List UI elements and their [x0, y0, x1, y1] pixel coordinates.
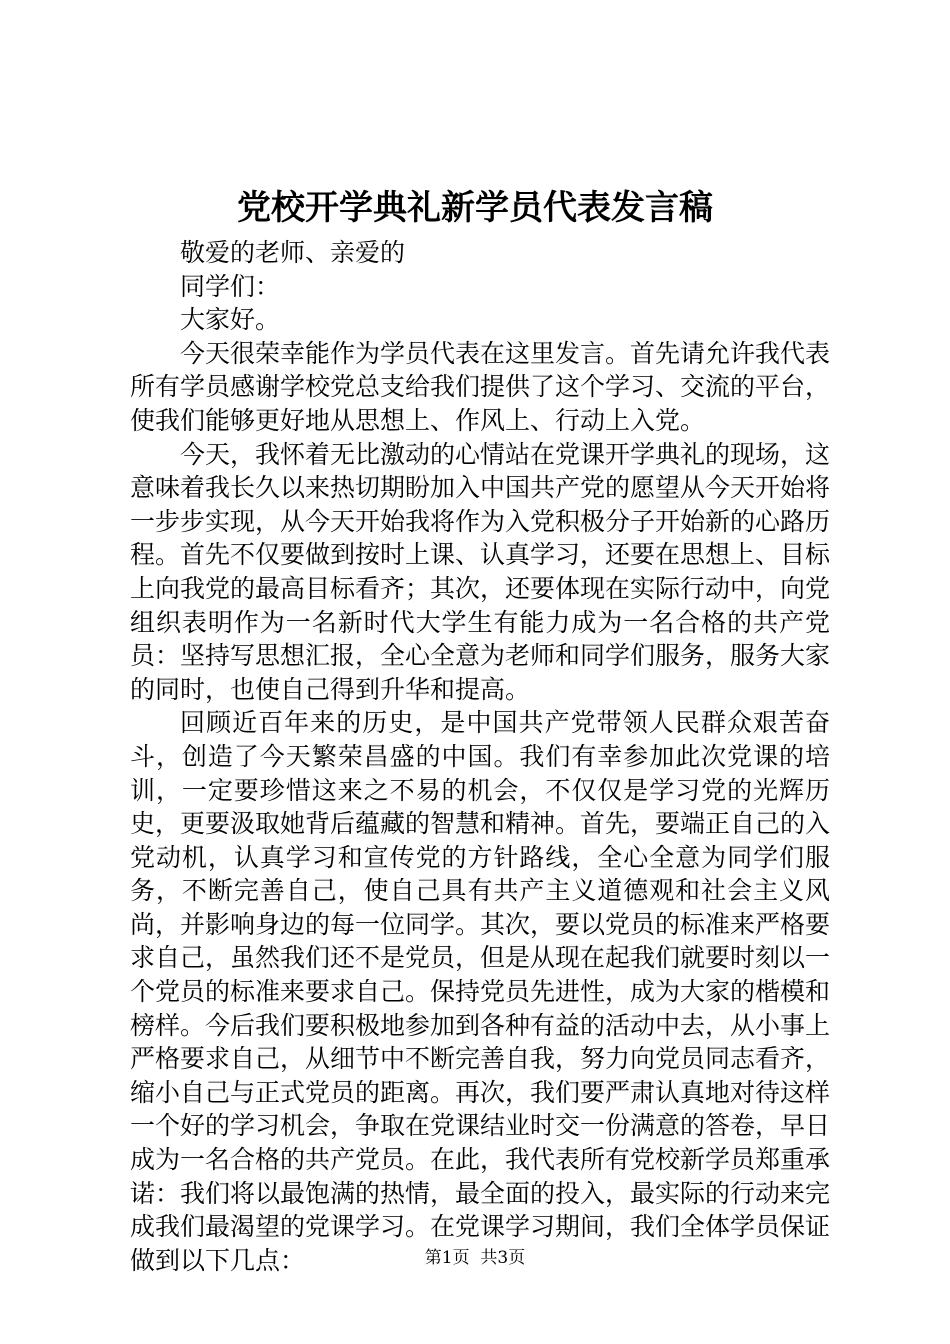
paragraph: 回顾近百年来的历史，是中国共产党带领人民群众艰苦奋斗，创造了今天繁荣昌盛的中国。我们有幸参加此次党课的培训，一定要珍惜这来之不易的机会，不仅仅是学习党的光辉历史，更要汲取她背后蕴藏的智慧和精神。首先，要端正自己的入党动机，认真学习和宣传党的方针路线，全心全意为同学们服务，不断完善自己，使自己具有共产主义道德观和社会主义风尚，并影响身边的每一位同学。其次，要以党员的标准来严格要求自己，虽然我们还不是党员，但是从现在起我们就要时刻以一个党员的标准来要求自己。保持党员先进性，成为大家的楷模和榜样。今后我们要积极地参加到各种有益的活动中去，从小事上严格要求自己，从细节中不断完善自我，努力向党员同志看齐，缩小自己与正式党员的距离。再次，我们要严肃认真地对待这样一个好的学习机会，争取在党课结业时交一份满意的答卷，早日成为一名合格的共产党员。在此，我代表所有党校新学员郑重承诺：我们将以最饱满的热情，最全面的投入，最实际的行动来完成我们最渴望的党课学习。在党课学习期间，我们全体学员保证做到以下几点： [130, 708, 831, 1275]
paragraph: 今天很荣幸能作为学员代表在这里发言。首先请允许我代表所有学员感谢学校党总支给我们提供了这个学习、交流的平台，使我们能够更好地从思想上、作风上、行动上入党。 [130, 338, 831, 435]
paragraph: 今天，我怀着无比激动的心情站在党课开学典礼的现场，这意味着我长久以来热切期盼加入中国共产党的愿望从今天开始将一步步实现，从今天开始我将作为入党积极分子开始新的心路历程。首先不仅要做到按时上课、认真学习，还要在思想上、目标上向我党的最高目标看齐；其次，还要体现在实际行动中，向党组织表明作为一名新时代大学生有能力成为一名合格的共产党员：坚持写思想汇报，全心全意为老师和同学们服务，服务大家的同时，也使自己得到升华和提高。 [130, 439, 831, 704]
document-title: 党校开学典礼新学员代表发言稿 [237, 188, 713, 228]
greeting-line-2: 同学们： [180, 271, 281, 301]
page-footer [0, 1246, 950, 1270]
page-number-label: 第1页 共3页 [424, 1248, 526, 1268]
greeting-line-1: 敬爱的老师、亲爱的 [180, 238, 406, 267]
document-body [130, 236, 830, 1277]
greeting-line-3: 大家好。 [180, 305, 281, 335]
